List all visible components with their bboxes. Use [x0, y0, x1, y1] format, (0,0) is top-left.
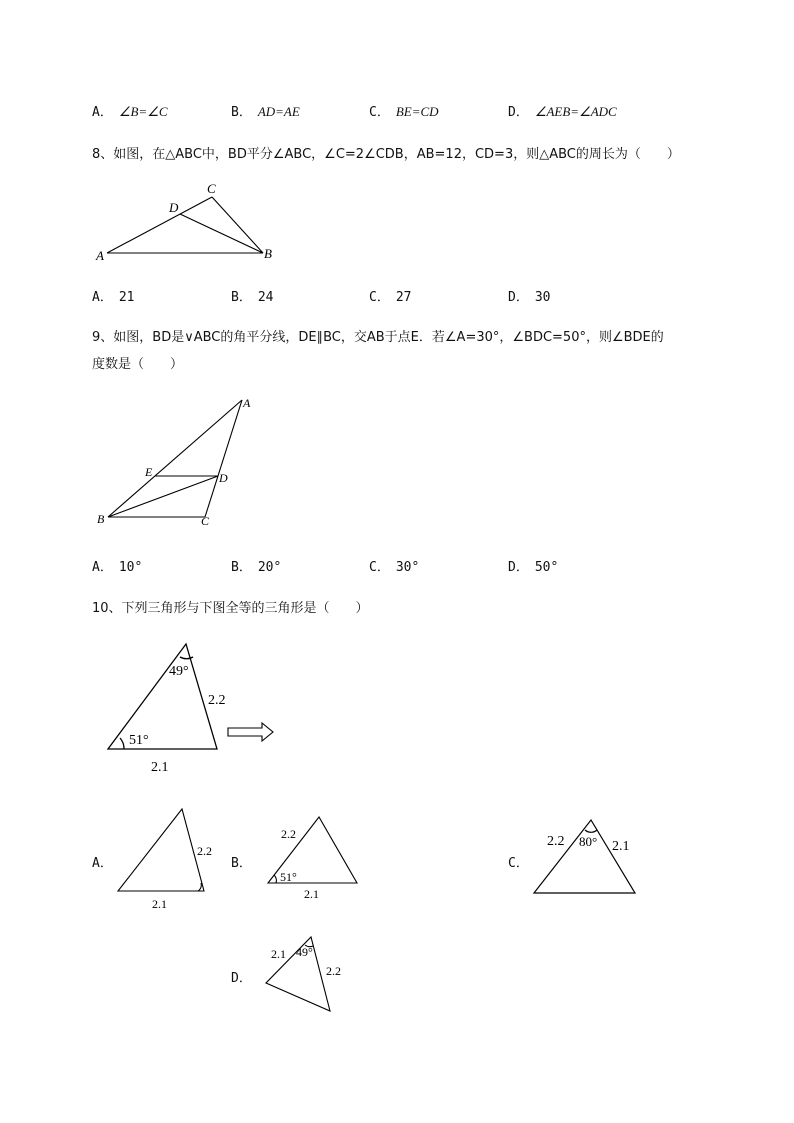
q8-side-ac: [107, 197, 212, 253]
q8-segment-bd: [180, 214, 263, 253]
q9-segment-bd: [108, 476, 218, 517]
q10-option-d-label: D．: [231, 971, 252, 986]
q10-main-angle-top: 49°: [169, 664, 189, 679]
q9-label-d: D: [219, 471, 228, 485]
q8-side-cb: [212, 197, 263, 253]
q9-label-c: C: [201, 514, 210, 528]
q9-option-a: A． 10°: [92, 560, 143, 575]
q9-label-e: E: [145, 465, 153, 479]
q7-option-b: B． AD=AE: [231, 104, 300, 120]
q9-label-b: B: [97, 512, 105, 526]
q7-option-a: A． ∠B=∠C: [92, 104, 168, 120]
q8-label-a: A: [96, 248, 104, 263]
q8-option-d: D． 30: [508, 290, 551, 305]
q10-d-angle-top: 49°: [296, 945, 313, 959]
q8-triangle-figure: [107, 197, 263, 253]
q8-option-a: A． 21: [92, 290, 135, 305]
q9-side-ac: [205, 400, 242, 517]
q10-arrow-icon: [228, 723, 273, 741]
q9-side-ab: [108, 400, 242, 517]
q10-a-side-right: 2.2: [197, 844, 212, 858]
q8-label-b: B: [264, 246, 272, 261]
q10-figure-a: [118, 809, 204, 891]
q8-stem: 8、如图，在△ABC中，BD平分∠ABC，∠C=2∠CDB，AB=12，CD=3，则△ABC的周长为（ ）: [92, 147, 680, 162]
q10-a-side-bottom: 2.1: [152, 897, 167, 911]
q9-option-c: C． 30°: [369, 560, 420, 575]
q10-option-c-label: C．: [508, 856, 529, 871]
q10-d-side-left: 2.1: [271, 947, 286, 961]
q10-option-a-label: A．: [92, 856, 113, 871]
q9-option-b: B． 20°: [231, 560, 282, 575]
q10-main-angle-top-arc: [180, 657, 193, 659]
q10-main-triangle: [108, 644, 217, 749]
q8-option-b: B． 24: [231, 290, 274, 305]
q9-option-d: D． 50°: [508, 560, 559, 575]
q10-b-side-bottom: 2.1: [304, 887, 319, 901]
q9-stem-line1: 9、如图，BD是∨ABC的角平分线，DE∥BC，交AB于点E．若∠A=30°，∠BDC=50°，则∠BDE的: [92, 330, 664, 345]
q10-figure-c: [534, 820, 635, 893]
q10-d-side-right: 2.2: [326, 964, 341, 978]
q10-option-b-label: B．: [231, 856, 252, 871]
q10-main-angle-left-arc: [120, 738, 124, 749]
q10-c-angle-top: 80°: [579, 834, 598, 849]
q9-stem-line2: 度数是（ ）: [92, 357, 184, 372]
q10-main-angle-left: 51°: [129, 733, 149, 748]
q8-option-c: C． 27: [369, 290, 412, 305]
q10-b-angle-left: 51°: [280, 870, 297, 884]
q8-label-d: D: [169, 200, 179, 215]
q10-stem: 10、下列三角形与下图全等的三角形是（ ）: [92, 601, 369, 616]
q10-main-side-bottom: 2.1: [151, 760, 169, 775]
q7-option-d: D． ∠AEB=∠ADC: [508, 104, 617, 120]
q10-main-side-right: 2.2: [208, 693, 226, 708]
q10-c-side-left: 2.2: [547, 834, 565, 849]
q7-option-c: C． BE=CD: [369, 104, 439, 120]
q9-triangle-figure: [108, 400, 242, 517]
q8-label-c: C: [207, 181, 216, 196]
q9-label-a: A: [243, 396, 251, 410]
q10-c-side-right: 2.1: [612, 839, 630, 854]
q10-b-side-left: 2.2: [281, 827, 296, 841]
